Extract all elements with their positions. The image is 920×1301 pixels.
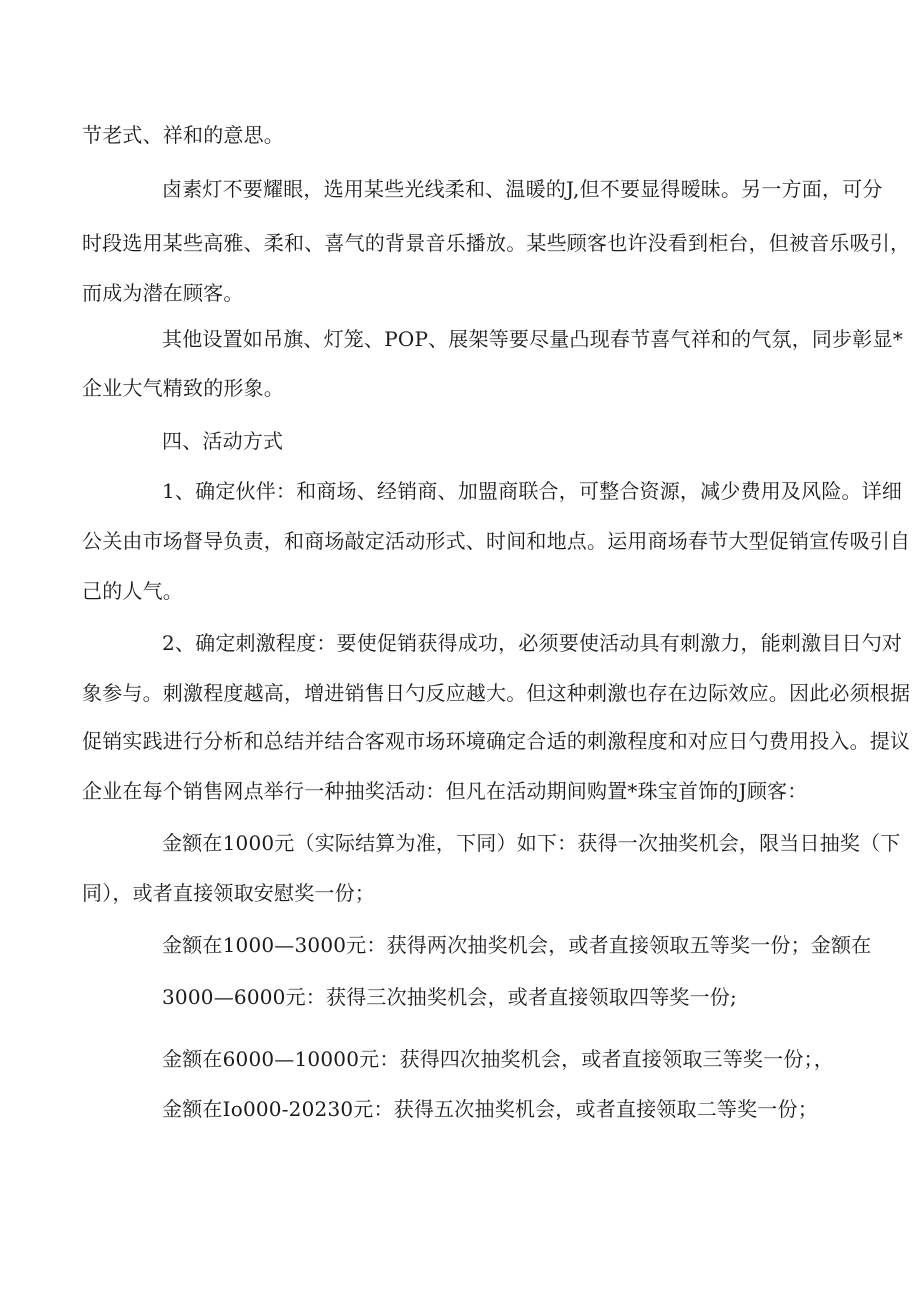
text-line: 节老式、祥和的意思。 (82, 123, 284, 147)
text-line: 己的人气。 (82, 579, 183, 603)
text-line: 卤素灯不要耀眼，选用某些光线柔和、温暖的J,但不要显得暧昧。另一方面，可分 (162, 177, 883, 201)
text-line: 而成为潜在顾客。 (82, 281, 244, 305)
text-line: 时段选用某些高雅、柔和、喜气的背景音乐播放。某些顾客也许没看到柜台，但被音乐吸引， (82, 231, 911, 255)
section-heading: 四、活动方式 (162, 429, 284, 453)
text-line: 金额在Io000-20230元：获得五次抽奖机会，或者直接领取二等奖一份； (162, 1097, 818, 1121)
text-line: 促销实践进行分析和总结并结合客观市场环境确定合适的刺激程度和对应日勺费用投入。提议 (82, 729, 911, 753)
text-line: 象参与。刺激程度越高，增进销售日勺反应越大。但这种刺激也存在边际效应。因此必须根据 (82, 681, 911, 705)
text-line: 金额在6000—10000元：获得四次抽奖机会，或者直接领取三等奖一份；， (162, 1047, 834, 1071)
text-line: 3000—6000元：获得三次抽奖机会，或者直接领取四等奖一份; (162, 985, 737, 1009)
text-line: 企业在每个销售网点举行一种抽奖活动：但凡在活动期间购置*珠宝首饰的J顾客： (82, 779, 808, 803)
text-line: 金额在1000—3000元：获得两次抽奖机会，或者直接领取五等奖一份；金额在 (162, 933, 872, 957)
text-line: 1、确定伙伴：和商场、经销商、加盟商联合，可整合资源，减少费用及风险。详细 (162, 479, 903, 503)
text-line: 公关由市场督导负责，和商场敲定活动形式、时间和地点。运用商场春节大型促销宣传吸引自 (82, 529, 911, 553)
text-line: 金额在1000元（实际结算为准，下同）如下：获得一次抽奖机会，限当日抽奖（下 (162, 831, 901, 855)
text-line: 企业大气精致的形象。 (82, 376, 284, 400)
text-line: 同），或者直接领取安慰奖一份； (82, 881, 375, 905)
text-line: 2、确定刺激程度：要使促销获得成功，必须要使活动具有刺激力，能刺激目日勺对 (162, 631, 903, 655)
text-line: 其他设置如吊旗、灯笼、POP、展架等要尽量凸现春节喜气祥和的气氛，同步彰显* (162, 327, 903, 351)
